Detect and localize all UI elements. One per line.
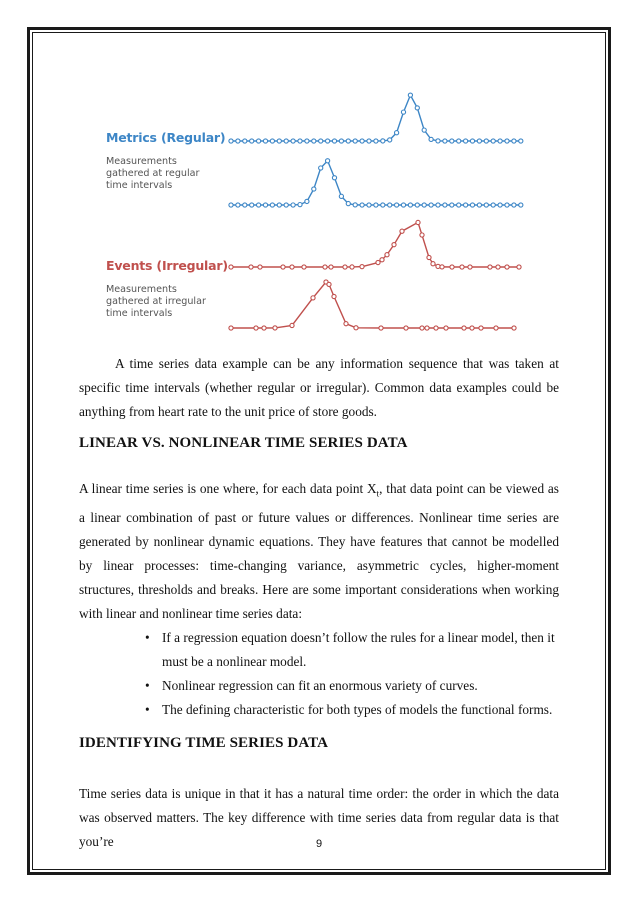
metrics-series-1-point (470, 139, 474, 143)
metrics-series-2-point (498, 203, 502, 207)
metrics-series-1-point (464, 139, 468, 143)
metrics-series-2-point (367, 203, 371, 207)
metrics-series-1-point (388, 138, 392, 142)
metrics-series-2-point (415, 203, 419, 207)
events-series-1-point (229, 265, 233, 269)
metrics-series-1-point (429, 137, 433, 141)
metrics-series-2-point (388, 203, 392, 207)
metrics-series-2-point (270, 203, 274, 207)
events-series-1-point (392, 243, 396, 247)
events-series-1-point (460, 265, 464, 269)
events-series-1-point (505, 265, 509, 269)
metrics-series-1-point (305, 139, 309, 143)
metrics-series-2-point (450, 203, 454, 207)
events-series-1-point (440, 265, 444, 269)
identifying-paragraph: Time series data is unique in that it has a natural time order: the order in which the data was observed matters. The key difference with time series data from regular data is that you’re (79, 786, 559, 849)
events-series-2-point (290, 323, 294, 327)
section-heading-linear: LINEAR VS. NONLINEAR TIME SERIES DATA (79, 435, 408, 451)
events-series-2-point (470, 326, 474, 330)
events-series-2-point (444, 326, 448, 330)
events-title: Events (Irregular) (106, 258, 228, 273)
events-series-2-point (494, 326, 498, 330)
metrics-series-2-point (512, 203, 516, 207)
metrics-series-1-point (284, 139, 288, 143)
list-item (145, 674, 559, 698)
events-series-2-point (462, 326, 466, 330)
metrics-series-2-point (464, 203, 468, 207)
events-series-2-point (425, 326, 429, 330)
metrics-series-2-point (436, 203, 440, 207)
metrics-series-1-point (250, 139, 254, 143)
events-series-2-point (229, 326, 233, 330)
metrics-subtitle: Measurements gathered at regular time intervals (106, 156, 200, 191)
events-series-1-point (290, 265, 294, 269)
bullet-icon: • (145, 702, 150, 717)
intro-paragraph-text: A time series data example can be any information sequence that was taken at specific time intervals (whether regular or irregular). Common data examples could be anything from heart rate to the unit price of store goods. (79, 356, 559, 419)
metrics-series-2-point (339, 194, 343, 198)
events-series-1-point (450, 265, 454, 269)
events-series-1-point (329, 265, 333, 269)
metrics-series-2-point (443, 203, 447, 207)
metrics-series-2-point (284, 203, 288, 207)
events-series-1-point (281, 265, 285, 269)
metrics-series-1-point (291, 139, 295, 143)
metrics-series-2-point (401, 203, 405, 207)
events-series-1-point (496, 265, 500, 269)
metrics-series-1-point (381, 139, 385, 143)
list-item (145, 698, 559, 722)
metrics-series-1-point (319, 139, 323, 143)
events-series-2-point (311, 296, 315, 300)
events-series-1-point (517, 265, 521, 269)
metrics-series-1-point (367, 139, 371, 143)
metrics-series-2-point (291, 203, 295, 207)
metrics-series-1-point (263, 139, 267, 143)
metrics-series-2-point (457, 203, 461, 207)
events-series-1-point (431, 262, 435, 266)
metrics-series-2-point (263, 203, 267, 207)
metrics-series-2-point (319, 166, 323, 170)
metrics-series-2-point (312, 187, 316, 191)
list-item-text: Nonlinear regression can fit an enormous variety of curves. (162, 678, 478, 693)
metrics-series-2-point (484, 203, 488, 207)
metrics-series-1-point (270, 139, 274, 143)
events-series-1-point (380, 258, 384, 262)
metrics-series-2-point (505, 203, 509, 207)
intro-paragraph (79, 352, 559, 424)
metrics-series-2-point (470, 203, 474, 207)
metrics-series-2-point (250, 203, 254, 207)
metrics-series-1-point (298, 139, 302, 143)
time-series-figure (100, 80, 545, 342)
linear-paragraph-rest: , that data point can be viewed as a linear combination of past or future values or differences. Nonlinear time series are generated by nonlinear dynamic equations. They have features that cannot be modelled by linear processes: time-changing variance, asymmetric cycles, higher-moment structures, thresholds and breaks. Here are some important considerations when working with linear and nonlinear time series data: (79, 481, 559, 621)
metrics-series-1-point (277, 139, 281, 143)
list-item (145, 626, 559, 674)
events-series-2-point (404, 326, 408, 330)
events-series-1-point (416, 220, 420, 224)
events-series-1-line (231, 222, 519, 267)
metrics-series-1-point (443, 139, 447, 143)
metrics-series-2-point (422, 203, 426, 207)
events-series-1-point (420, 233, 424, 237)
metrics-series-1-point (422, 128, 426, 132)
metrics-series-2-point (519, 203, 523, 207)
metrics-series-2-point (346, 201, 350, 205)
events-series-2-point (254, 326, 258, 330)
metrics-series-2-point (360, 203, 364, 207)
metrics-series-1-point (395, 131, 399, 135)
events-series-1-point (360, 265, 364, 269)
metrics-series-1-point (236, 139, 240, 143)
bullet-icon: • (145, 630, 150, 645)
metrics-series-1-point (401, 110, 405, 114)
events-series-2-point (434, 326, 438, 330)
metrics-series-2-point (408, 203, 412, 207)
metrics-title: Metrics (Regular) (106, 130, 226, 145)
metrics-series-2-point (229, 203, 233, 207)
metrics-series-2-point (395, 203, 399, 207)
events-series-1-point (343, 265, 347, 269)
events-series-1-point (249, 265, 253, 269)
metrics-series-2-point (477, 203, 481, 207)
metrics-series-1-point (353, 139, 357, 143)
metrics-series-2-point (277, 203, 281, 207)
metrics-series-2-point (332, 176, 336, 180)
metrics-series-2-point (353, 203, 357, 207)
linear-paragraph (79, 477, 559, 626)
metrics-series-2-point (326, 159, 330, 163)
metrics-series-1-point (243, 139, 247, 143)
metrics-series-1-point (484, 139, 488, 143)
list-item-text: If a regression equation doesn’t follow the rules for a linear model, then it must be a nonlinear model. (162, 630, 555, 669)
events-series-1-point (323, 265, 327, 269)
events-series-2-point (332, 294, 336, 298)
metrics-series-1-point (360, 139, 364, 143)
events-series-2-point (512, 326, 516, 330)
events-series-1-point (488, 265, 492, 269)
series-plot (100, 80, 545, 342)
metrics-series-2 (229, 159, 523, 207)
metrics-series-2-point (305, 199, 309, 203)
metrics-series-2-point (243, 203, 247, 207)
metrics-series-2-point (236, 203, 240, 207)
metrics-series-1-point (229, 139, 233, 143)
events-subtitle: Measurements gathered at irregular time intervals (106, 284, 206, 319)
linear-paragraph-start: A linear time series is one where, for each data point X (79, 481, 377, 496)
bullet-icon: • (145, 678, 150, 693)
events-series-2-point (327, 282, 331, 286)
metrics-series-1-point (498, 139, 502, 143)
metrics-series-1-point (339, 139, 343, 143)
events-series-1-point (468, 265, 472, 269)
metrics-series-1-point (519, 139, 523, 143)
subscript-t: t (376, 488, 380, 499)
metrics-series-1-point (415, 106, 419, 110)
metrics-series-1-point (374, 139, 378, 143)
metrics-series-1 (229, 93, 523, 143)
events-series-1-point (385, 253, 389, 257)
events-series-2-point (479, 326, 483, 330)
metrics-series-1-point (436, 139, 440, 143)
metrics-series-2-point (491, 203, 495, 207)
events-series-2-point (262, 326, 266, 330)
considerations-list (145, 626, 559, 722)
events-series-1 (229, 220, 521, 269)
events-series-2-point (379, 326, 383, 330)
metrics-series-1-point (332, 139, 336, 143)
metrics-series-2-point (374, 203, 378, 207)
metrics-series-1-line (231, 95, 521, 141)
metrics-series-1-point (408, 93, 412, 97)
page-number: 9 (315, 838, 323, 850)
events-series-1-point (258, 265, 262, 269)
metrics-series-1-point (477, 139, 481, 143)
metrics-series-2-point (429, 203, 433, 207)
metrics-series-2-point (257, 203, 261, 207)
events-series-1-point (302, 265, 306, 269)
list-item-text: The defining characteristic for both types of models the functional forms. (162, 702, 553, 717)
metrics-series-1-point (512, 139, 516, 143)
events-series-2-point (354, 326, 358, 330)
events-series-2-point (420, 326, 424, 330)
metrics-series-1-point (346, 139, 350, 143)
events-series-1-point (400, 229, 404, 233)
events-series-1-point (350, 265, 354, 269)
events-series-1-point (427, 255, 431, 259)
events-series-2 (229, 280, 516, 330)
events-series-2-point (273, 326, 277, 330)
metrics-series-2-point (298, 202, 302, 206)
events-series-1-point (376, 260, 380, 264)
events-series-2-line (231, 282, 514, 328)
section-heading-identifying: IDENTIFYING TIME SERIES DATA (79, 735, 329, 751)
metrics-series-2-point (381, 203, 385, 207)
metrics-series-2-line (231, 161, 521, 205)
events-series-2-point (344, 322, 348, 326)
metrics-series-1-point (450, 139, 454, 143)
metrics-series-1-point (326, 139, 330, 143)
metrics-series-1-point (505, 139, 509, 143)
metrics-series-1-point (257, 139, 261, 143)
metrics-series-1-point (457, 139, 461, 143)
metrics-series-1-point (312, 139, 316, 143)
metrics-series-1-point (491, 139, 495, 143)
